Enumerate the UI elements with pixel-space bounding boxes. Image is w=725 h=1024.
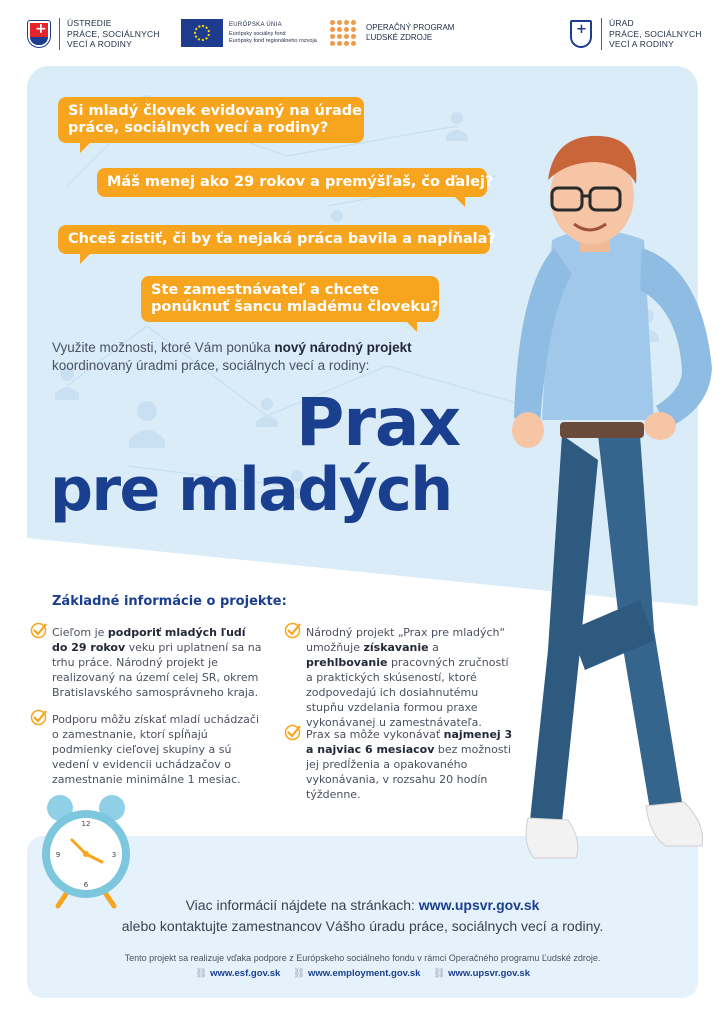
intro-text: Využite možnosti, ktoré Vám ponúka nový národný projekt koordinovaný úradmi práce, sociálnych vecí a rodiny: [52, 340, 412, 373]
check-icon [284, 622, 301, 639]
question-bubble-1: Si mladý človek evidovaný na úrade práce, sociálnych vecí a rodiny? [58, 97, 364, 143]
ustredie-logo: + ÚSTREDIE PRÁCE, SOCIÁLNYCH VECÍ A RODINY [28, 18, 160, 50]
project-title-line2: pre mladých [50, 455, 452, 525]
svg-text:3: 3 [111, 851, 117, 859]
urad-logo: + ÚRAD PRÁCE, SOCIÁLNYCH VECÍ A RODINY [570, 18, 702, 50]
svg-text:9: 9 [55, 851, 61, 859]
footer-links [40, 968, 685, 979]
alarm-clock-icon [36, 790, 136, 910]
footer-text: Tento projekt sa realizuje vďaka podpore z Európskeho sociálneho fondu v rámci Operačného programu Ľudské zdroje. [124, 953, 601, 963]
link-icon: ⛓ [433, 968, 446, 979]
check-icon [30, 622, 47, 639]
question-bubble-4: Ste zamestnávateľ a chcete ponúknuť šancu mladému človeku? [141, 276, 439, 322]
info-item-1: Cieľom je podporiť mladých ľudí do 29 rokov veku pri uplatnení sa na trhu práce. Národný projekt je realizovaný na území celej SR, okrem Bratislavského samosprávneho kraja. [52, 626, 262, 699]
svg-text:6: 6 [83, 881, 89, 889]
op-dots-icon [330, 20, 356, 46]
link-icon: ⛓ [195, 968, 208, 979]
upsvr-link[interactable]: www.upsvr.gov.sk [418, 897, 540, 913]
eu-logo: EURÓPSKA ÚNIA Európsky sociálny fond Európsky fond regionálneho rozvoja [181, 19, 317, 47]
footer-link-employment[interactable]: www.employment.gov.sk [307, 968, 421, 979]
contact-text: Viac informácií nájdete na stránkach: www.upsvr.gov.sk alebo kontaktujte zamestnancov Vášho úradu práce, sociálnych vecí a rodiny. [121, 897, 604, 934]
op-ludske-zdroje-logo: OPERAČNÝ PROGRAM ĽUDSKÉ ZDROJE [330, 20, 454, 46]
svg-text:12: 12 [81, 820, 91, 828]
shield-icon [570, 20, 592, 48]
info-heading: Základné informácie o projekte: [52, 594, 287, 609]
question-bubble-3: Chceš zistiť, či by ťa nejaká práca bavila a napĺňala? [58, 225, 490, 254]
slovak-crest-icon [28, 21, 50, 47]
footer-link-upsvr[interactable]: www.upsvr.gov.sk [448, 968, 530, 979]
eu-flag-icon [181, 19, 223, 47]
info-item-3: Národný projekt „Prax pre mladých“ umožňuje získavanie a prehlbovanie pracovných zručností a praktických skúseností, ktoré zodpovedajú ich dosiahnutému stupňu vzdelania formou praxe vykonávanej u zamestnávateľa. [306, 626, 509, 729]
check-icon [284, 724, 301, 741]
check-icon [30, 709, 47, 726]
info-item-2: Podporu môžu získať mladí uchádzači o zamestnanie, ktorí spĺňajú podmienky cieľovej skupiny a sú vedení v evidencii uchádzačov o zamestnanie minimálne 1 mesiac. [52, 713, 260, 786]
info-item-4: Prax sa môže vykonávať najmenej 3 a najviac 6 mesiacov bez možnosti jej predĺženia a opakovaného vykonávania, v rozsahu 20 hodín týždenne. [306, 728, 513, 801]
footer-link-esf[interactable]: www.esf.gov.sk [210, 968, 281, 979]
header [0, 16, 725, 60]
link-icon: ⛓ [292, 968, 305, 979]
question-bubble-2: Máš menej ako 29 rokov a premýšľaš, čo ďalej? [97, 168, 487, 197]
project-title-line1: Prax [296, 384, 461, 461]
